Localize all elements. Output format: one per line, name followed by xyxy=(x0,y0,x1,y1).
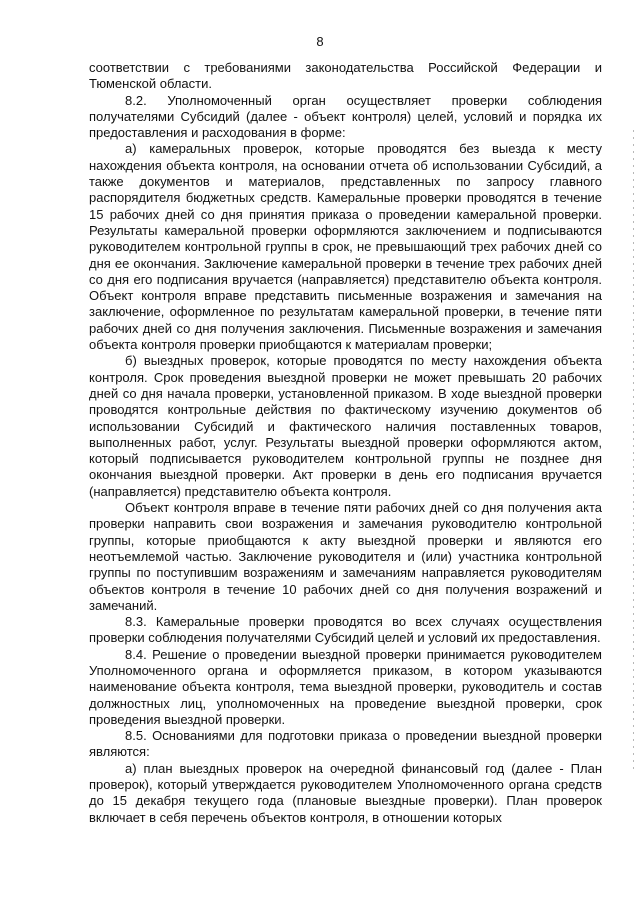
paragraph-8-5-a: а) план выездных проверок на очередной финансовый год (далее - План проверок), который утверждается руководителем Уполномоченного органа средств до 15 декабря текущего года (плановые выездные проверки). План проверок включает в себя перечень объектов контроля, в отношении которых xyxy=(89,760,602,825)
paragraph-8-2-a: а) камеральных проверок, которые проводятся без выезда к месту нахождения объекта контроля, на основании отчета об использовании Субсидий, а также документов и материалов, представленных по запросу главного распорядителя бюджетных средств. Камеральные проверки проводятся в течение 15 рабочих дней со дня принятия приказа о проведении камеральной проверки. Результаты камеральной проверки оформляются заключением и подписываются руководителем контрольной группы в срок, не превышающий трех рабочих дней со дня ее окончания. Заключение камеральной проверки в течение трех рабочих дней со дня его подписания вручается (направляется) представителю объекта контроля. Объект контроля вправе представить письменные возражения и замечания на заключение, оформленное по результатам камеральной проверки, в течение пяти рабочих дней со дня получения заключения. Письменные возражения и замечания объекта контроля проверки приобщаются к материалам проверки; xyxy=(89,141,602,353)
paragraph-8-4: 8.4. Решение о проведении выездной проверки принимается руководителем Уполномоченного органа и оформляется приказом, в котором указываются наименование объекта контроля, тема выездной проверки, руководитель и состав должностных лиц, уполномоченных на проведение выездной проверки, срок проведения выездной проверки. xyxy=(89,646,602,727)
document-body xyxy=(89,60,602,826)
paragraph-8-5: 8.5. Основаниями для подготовки приказа о проведении выездной проверки являются: xyxy=(89,728,602,760)
scan-edge-mark xyxy=(633,130,634,770)
page-number: 8 xyxy=(316,34,324,49)
paragraph-8-2-b: б) выездных проверок, которые проводятся по месту нахождения объекта контроля. Срок проведения выездной проверки не может превышать 20 рабочих дней со дня начала проверки, установленной приказом. В ходе выездной проверки проводятся контрольные действия по фактическому изучению документов об использовании Субсидий и фактического наличия поставленных товаров, выполненных работ, услуг. Результаты выездной проверки оформляются актом, который подписывается руководителем контрольной группы не позднее дня окончания выездной проверки. Акт проверки в день его подписания вручается (направляется) представителю объекта контроля. xyxy=(89,353,602,499)
paragraph-8-3: 8.3. Камеральные проверки проводятся во всех случаях осуществления проверки соблюдения получателями Субсидий целей и условий их предоставления. xyxy=(89,614,602,646)
paragraph-8-2: 8.2. Уполномоченный орган осуществляет проверки соблюдения получателями Субсидий (далее - объект контроля) целей, условий и порядка их предоставления и расходования в форме: xyxy=(89,92,602,141)
paragraph-continuation: соответствии с требованиями законодательства Российской Федерации и Тюменской области. xyxy=(89,60,602,92)
paragraph-objections: Объект контроля вправе в течение пяти рабочих дней со дня получения акта проверки направить свои возражения и замечания руководителю контрольной группы, которые приобщаются к акту выездной проверки и являются его неотъемлемой частью. Заключение руководителя и (или) участника контрольной группы по поступившим возражениям и замечаниям направляется руководителям объектов контроля в течение 10 рабочих дней со дня получения возражений и замечаний. xyxy=(89,500,602,613)
